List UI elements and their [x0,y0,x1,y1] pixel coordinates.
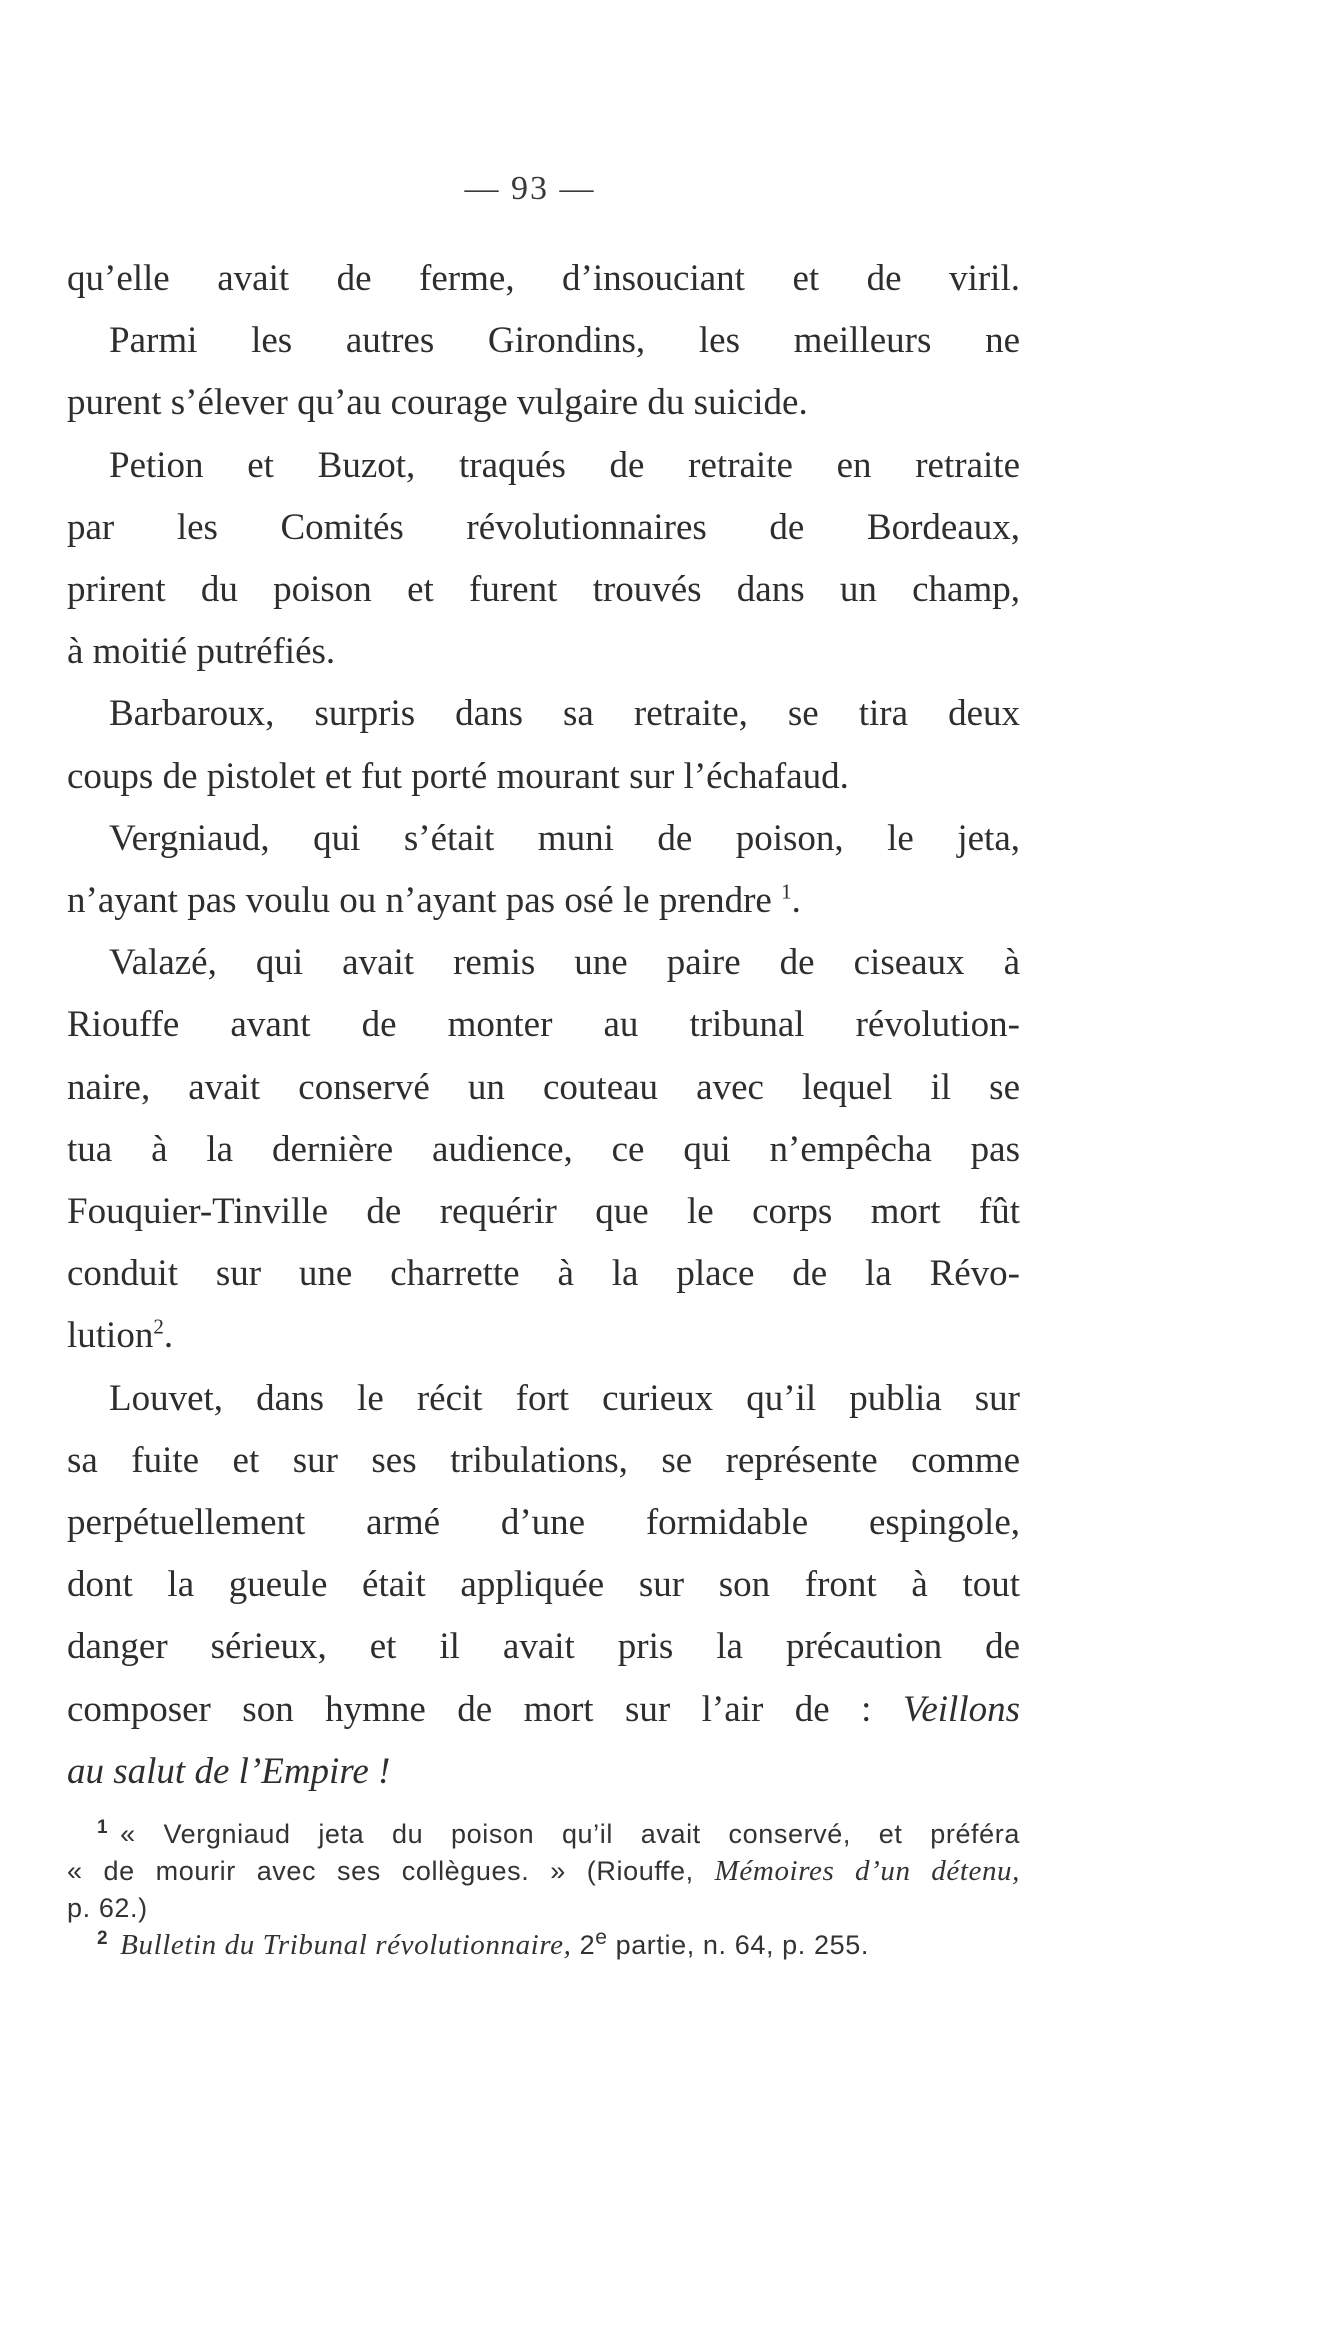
text-line: qu’elle avait de ferme, d’insouciant et de viril. [67,258,1020,299]
text-line: tua à la dernière audience, ce qui n’empêcha pas [67,1128,1020,1170]
text-line [67,1741,1020,1803]
italic-text: au salut de l’Empire ! [67,1750,391,1792]
text-line: purent s’élever qu’au courage vulgaire du suicide. [67,382,808,424]
text-line: Parmi les autres Girondins, les meilleurs ne [109,320,1020,362]
text-line: Vergniaud, qui s’était muni de poison, le jeta, [109,817,1020,859]
footnote-1: $^1$ « Vergniaud jeta du poison qu’il avait conservé, et préféra [97,1817,1020,1849]
footnote-1-line-2: « de mourir avec ses collègues. » (Riouffe, Mémoires d’un détenu, [67,1855,1020,1887]
text-line: n’ayant pas voulu ou n’ayant pas osé le prendre $^1$. [67,879,801,922]
text-line: Valazé, qui avait remis une paire de ciseaux à [109,942,1020,984]
text-line: lution$^2$. [67,1315,174,1357]
text-line: composer son hymne de mort sur l’air de : Veillons [67,1688,1021,1730]
footnote-title: Mémoires d’un détenu, [714,1855,1020,1887]
text-line: Barbaroux, surpris dans sa retraite, se tira deux [109,693,1020,735]
italic-text: Veillons [902,1688,1021,1730]
footnote-2: $^2$ Bulletin du Tribunal révolutionnaire, 2e partie, n. 64, p. 255. [97,1926,869,1961]
footnote-1-line-3: p. 62.) [67,1893,148,1923]
page-number: — 93 — [464,170,596,207]
text-line: à moitié putréfiés. [67,631,336,673]
footnote-mark: 2 [97,1928,109,1949]
text-line: Petion et Buzot, traqués de retraite en retraite [109,444,1020,486]
text-line: naire, avait conservé un couteau avec lequel il se [67,1066,1020,1108]
text-line: perpétuellement armé d’une formidable espingole, [67,1502,1020,1544]
text-line: par les Comités révolutionnaires de Bordeaux, [67,506,1020,548]
text-line: Louvet, dans le récit fort curieux qu’il publia sur [109,1377,1020,1419]
footnote-ref: 1 [781,879,792,904]
text-line: coups de pistolet et fut porté mourant sur l’échafaud. [67,755,849,797]
footnote-title: Bulletin du Tribunal révolutionnaire, [120,1929,572,1961]
body-text [67,248,1020,1803]
text-line: sa fuite et sur ses tribulations, se représente comme [67,1439,1020,1481]
text-line: danger sérieux, et il avait pris la précaution de [67,1626,1020,1668]
footnote-ref: 2 [153,1315,164,1340]
text-line: Fouquier-Tinville de requérir que le corps mort fût [67,1191,1020,1233]
footnotes [67,1816,1020,1964]
text-line: conduit sur une charrette à la place de la Révo- [67,1253,1020,1295]
text-line: prirent du poison et furent trouvés dans un champ, [67,569,1020,611]
text-line: dont la gueule était appliquée sur son front à tout [67,1564,1020,1606]
footnote-mark: 1 [97,1817,109,1838]
text-line: Riouffe avant de monter au tribunal révolution- [67,1004,1020,1046]
